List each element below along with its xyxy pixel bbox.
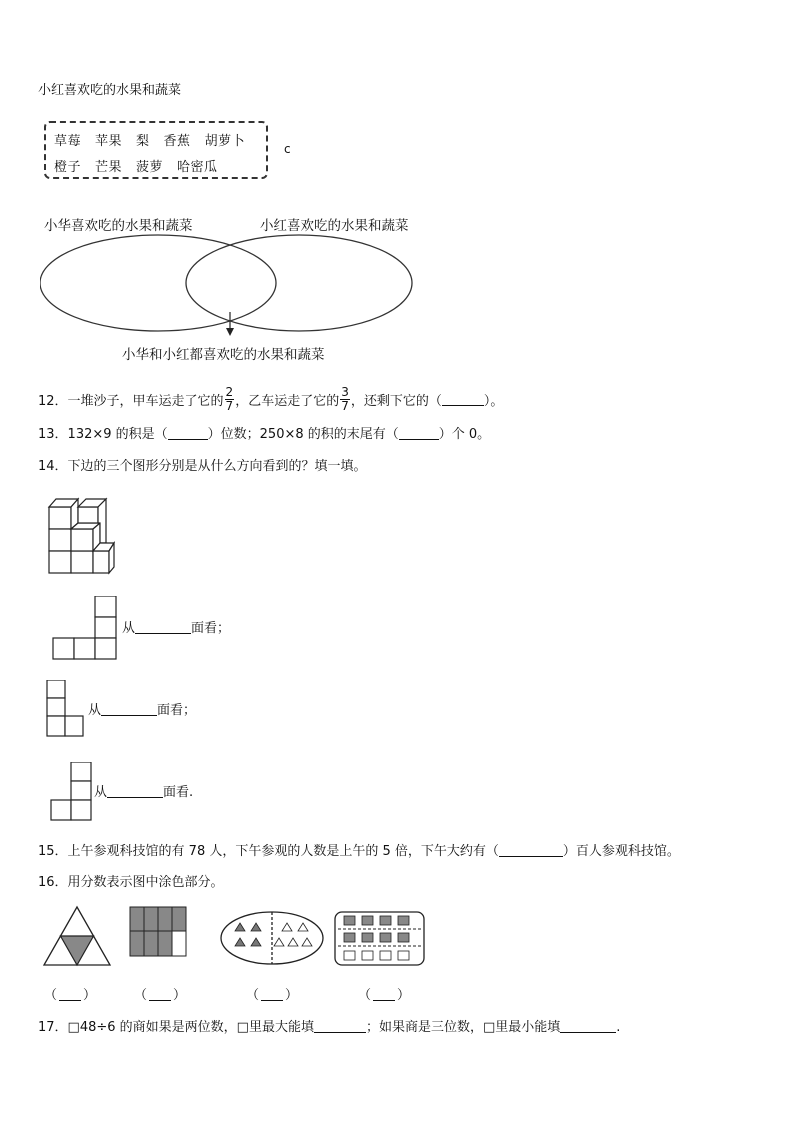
fraction-denominator: 7 (225, 398, 234, 413)
q13-answer-blank-1[interactable] (168, 426, 208, 440)
q16-answer-3 (246, 987, 298, 1005)
fruit-item: 胡萝卜 (204, 134, 246, 149)
q12-fraction-2 (340, 386, 350, 413)
view-2-figure (46, 680, 86, 738)
paren-close: ） (285, 988, 299, 1003)
from-text: 从 (88, 703, 102, 718)
venn-left-label: 小华喜欢吃的水果和蔬菜 (44, 218, 193, 234)
question-14-title: 14．下边的三个图形分别是从什么方向看到的？填一填。 (38, 459, 367, 474)
view-suffix: 面看； (191, 621, 231, 636)
shaded-cell (144, 907, 158, 931)
triangle-ellipse-figure (219, 910, 325, 966)
paren-open: （ (134, 988, 148, 1003)
q13-text-1: 13．132×9 的积是（ (38, 427, 168, 442)
shaded-cell (130, 907, 144, 931)
q12-fraction-1 (225, 386, 235, 413)
view-suffix: 面看. (163, 785, 194, 800)
q17-answer-blank-1[interactable] (314, 1019, 366, 1033)
square (65, 716, 83, 736)
venn-arrow-head (226, 328, 234, 336)
q13-text-3: ）个 0。 (438, 427, 491, 442)
view-1-blank[interactable] (135, 620, 191, 634)
empty-square (344, 951, 355, 960)
q16-blank-3[interactable] (261, 988, 283, 1001)
shaded-cell (144, 931, 158, 956)
shaded-square (398, 916, 409, 925)
q16-blank-1[interactable] (59, 988, 81, 1001)
q16-answer-2 (134, 987, 186, 1005)
q15-answer-blank[interactable] (499, 843, 563, 857)
venn-left-ellipse (40, 235, 276, 331)
fruit-item: 菠萝 (136, 160, 164, 175)
shaded-grid-figure (129, 906, 189, 958)
fruit-item: 哈密瓜 (177, 160, 218, 175)
square-grid-figure (334, 911, 426, 967)
cube-face (71, 551, 93, 573)
empty-square (380, 951, 391, 960)
q17-text-2: ；如果商是三位数，□里最小能填 (365, 1020, 561, 1035)
paren-close: ） (83, 988, 97, 1003)
q16-answer-4 (358, 987, 410, 1005)
question-13 (38, 426, 490, 444)
cube-face (93, 551, 109, 573)
shaded-triangle-figure (42, 905, 112, 967)
fraction-denominator: 7 (341, 398, 349, 413)
paren-close: ） (397, 988, 411, 1003)
q15-text-1: 15．上午参观科技馆的有 78 人，下午参观的人数是上午的 5 倍，下午大约有（ (38, 844, 499, 859)
empty-cell (172, 931, 186, 956)
q15-text-2: ）百人参观科技馆。 (562, 844, 680, 859)
shaded-cell (158, 907, 172, 931)
q17-text-1: 17．□48÷6 的商如果是两位数，□里最大能填 (38, 1020, 314, 1035)
view-suffix: 面看； (157, 703, 197, 718)
shaded-square (380, 933, 391, 942)
q12-answer-blank[interactable] (442, 392, 484, 406)
venn-intro-text: 小红喜欢吃的水果和蔬菜 (38, 83, 182, 98)
cube-face (78, 507, 98, 523)
shaded-cell (172, 907, 186, 931)
cube-face (49, 507, 71, 529)
q16-answer-1 (44, 987, 96, 1005)
venn-diagram (40, 228, 420, 348)
q17-text-3: . (616, 1020, 621, 1035)
square (51, 800, 71, 820)
question-17 (38, 1019, 620, 1037)
q12-text-2: ，乙车运走了它的 (235, 393, 340, 409)
shaded-square (398, 933, 409, 942)
fruit-item: 橙子 (54, 160, 82, 175)
square (95, 638, 116, 659)
paren-close: ） (173, 988, 187, 1003)
cube-stack-figure (46, 487, 116, 579)
shaded-square (344, 933, 355, 942)
cube-face (71, 529, 93, 551)
from-text: 从 (122, 621, 136, 636)
question-12 (38, 382, 503, 416)
square (95, 617, 116, 638)
question-16-title: 16．用分数表示图中涂色部分。 (38, 875, 224, 890)
q16-blank-2[interactable] (149, 988, 171, 1001)
square (71, 762, 91, 781)
square (74, 638, 95, 659)
shaded-square (344, 916, 355, 925)
fraction-numerator: 2 (225, 384, 234, 399)
from-text: 从 (94, 785, 108, 800)
fruit-item: 香蕉 (163, 134, 191, 149)
paren-open: （ (44, 988, 58, 1003)
view-1-figure (52, 596, 118, 660)
paren-open: （ (246, 988, 260, 1003)
square (47, 680, 65, 698)
venn-bottom-label: 小华和小红都喜欢吃的水果和蔬菜 (122, 347, 325, 363)
cube-face (49, 529, 71, 551)
q17-answer-blank-2[interactable] (560, 1019, 616, 1033)
fruit-item: 苹果 (95, 134, 123, 149)
shaded-square (362, 916, 373, 925)
venn-right-label: 小红喜欢吃的水果和蔬菜 (260, 218, 409, 234)
fruit-list-box (44, 121, 268, 179)
cube-face (49, 551, 71, 573)
square (71, 800, 91, 820)
fraction-numerator: 3 (341, 384, 349, 399)
square (95, 596, 116, 617)
q13-text-2: ）位数；250×8 的积的末尾有（ (207, 427, 399, 442)
view-2-blank[interactable] (101, 702, 157, 716)
square (71, 781, 91, 800)
view-3-blank[interactable] (107, 784, 163, 798)
square (47, 698, 65, 716)
venn-right-ellipse (186, 235, 412, 331)
fruit-row-2 (54, 156, 232, 175)
fruit-row-1 (54, 130, 245, 149)
q12-text-1: 12．一堆沙子，甲车运走了它的 (38, 393, 224, 409)
box-side-mark: c (284, 142, 291, 156)
paren-open: （ (358, 988, 372, 1003)
view-3-answer (94, 784, 193, 802)
question-15 (38, 843, 680, 861)
shaded-square (362, 933, 373, 942)
empty-square (398, 951, 409, 960)
view-2-answer (88, 702, 196, 720)
shaded-cell (130, 931, 144, 956)
q13-answer-blank-2[interactable] (399, 426, 439, 440)
view-3-figure (50, 762, 94, 822)
square (53, 638, 74, 659)
q16-blank-4[interactable] (373, 988, 395, 1001)
q12-text-4: ）。 (483, 393, 504, 409)
square (47, 716, 65, 736)
q12-text-3: ，还剩下它的（ (350, 393, 442, 409)
fruit-item: 芒果 (95, 160, 123, 175)
fruit-item: 草莓 (54, 134, 82, 149)
empty-square (362, 951, 373, 960)
view-1-answer (122, 620, 230, 638)
shaded-square (380, 916, 391, 925)
fruit-item: 梨 (136, 134, 150, 149)
shaded-cell (158, 931, 172, 956)
